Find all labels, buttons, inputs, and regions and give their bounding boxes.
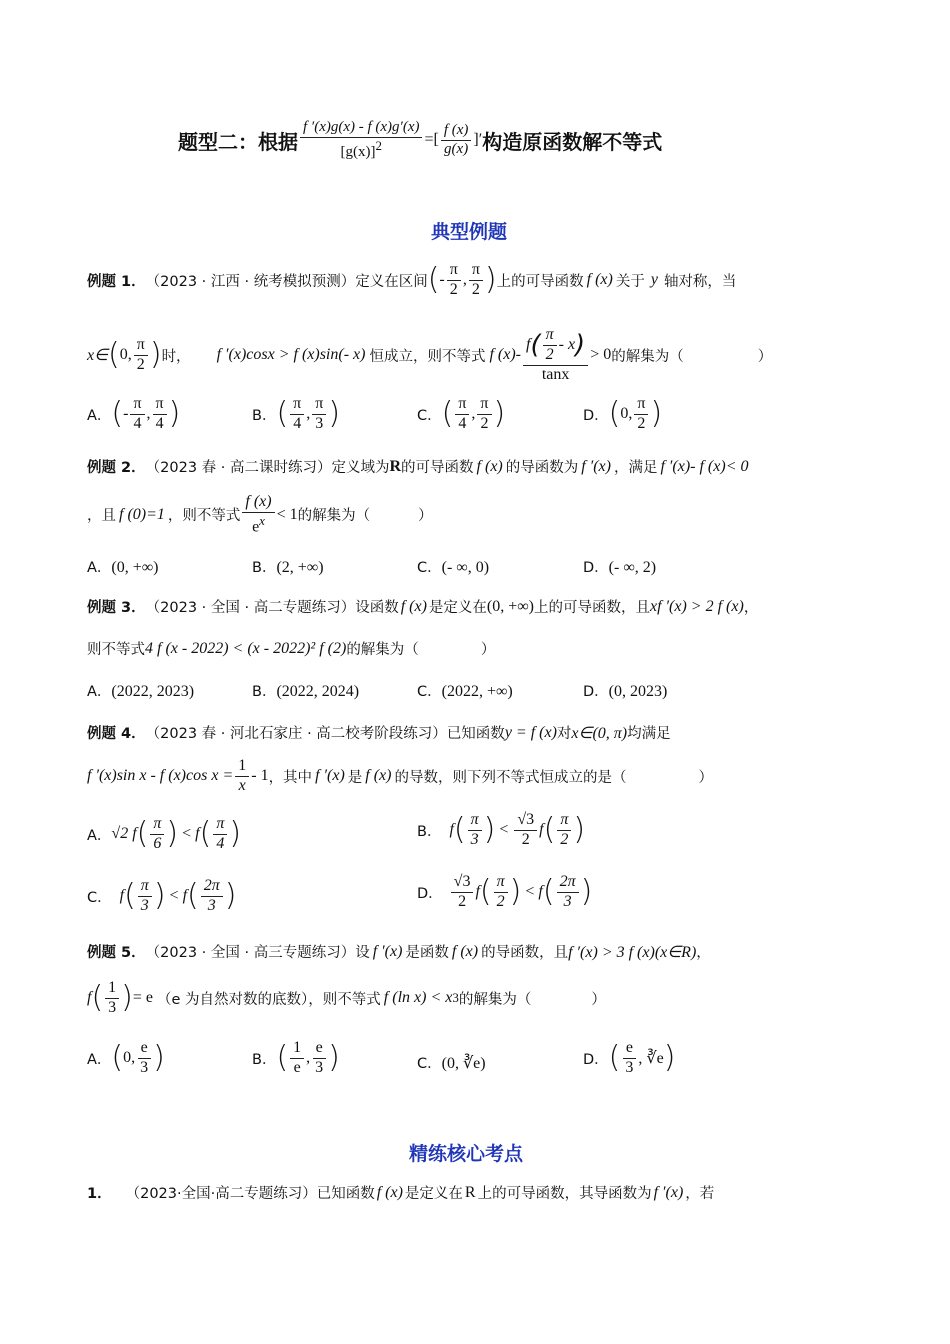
example-5-option-b[interactable]: B． ( $\frac{1}{e}$ , $\frac{e}{3}$ ) <box>252 1039 340 1076</box>
example-2-line-1: 例题 2． （2023 春 · 高二课时练习） 定义域为 R 的可导函数 f (x) 的导函数为 f ′(x) ，满足 f ′(x)- f (x)< 0 <box>87 457 749 476</box>
example-3-option-b[interactable]: B．(2022, 2024) <box>252 683 360 700</box>
example-5-line-1: 例题 5． （2023 · 全国 · 高三专题练习） 设 f ′(x) 是函数 f (x) 的导函数，且 f ′(x) > 3 f (x)(x∈R) ， <box>87 942 711 961</box>
example-3-option-d[interactable]: D．(0, 2023) <box>583 683 668 700</box>
example-4-option-d[interactable]: D． $\frac{√3}{2}$ f ( $\frac{\pi}{2}$ ) < f ( $\frac{2\pi}{3}$ ) <box>417 873 593 910</box>
example-5-option-a[interactable]: A． ( 0, $\frac{e}{3}$ ) <box>87 1039 165 1076</box>
example-1-line-2: x∈ ( 0, $\frac{\pi}{2}$ ) 时， f ′(x)cosx > f (x)sin(- x) 恒成立，则不等式 f (x)- f ( $\frac{\pi}{2}$ - x ) tanx > 0 的解集为（ ） <box>87 326 773 383</box>
example-5-line-2: f ( $\frac{1}{3}$ ) = e （e 为自然对数的底数），则不等式 f (ln x) < x 3 的解集为（ ） <box>87 979 606 1016</box>
title-prefix: 题型二：根据 <box>178 129 298 154</box>
example-2-line-2: ，且 f (0)=1 ，则不等式 $\frac{f (x)}{e^x}$ < 1 的解集为（ ） <box>87 493 433 536</box>
page-title: 题型二：根据 $\frac{f '(x)g(x) - f (x)g'(x)}{[g(x)]^2}$ =[ $\frac{f (x)}{g(x)}$ ]′ 构造原函数解不等式 <box>178 119 663 160</box>
example-3-line-1: 例题 3． （2023 · 全国 · 高二专题练习） 设函数 f (x) 是定义在 (0, +∞) 上的可导函数，且 xf ′(x) > 2 f (x) ， <box>87 597 759 616</box>
example-2-option-c[interactable]: C．(- ∞, 0) <box>417 559 490 576</box>
practice-1-line-1: 1． （2023·全国·高二专题练习） 已知函数 f (x) 是定义在 R 上的可导函数，其导函数为 f ′(x) ，若 <box>87 1183 715 1202</box>
example-1-option-b[interactable]: B． ( $\frac{\pi}{4}$ , $\frac{\pi}{3}$ ) <box>252 395 341 432</box>
title-suffix: 构造原函数解不等式 <box>482 129 663 154</box>
example-4-line-2: f ′(x)sin x - f (x)cos x = $\frac{1}{x}$ - 1 ，其中 f ′(x) 是 f (x) 的导数，则下列不等式恒成立的是（ ） <box>87 757 713 794</box>
title-fraction-1: $\frac{f '(x)g(x) - f (x)g'(x)}{[g(x)]^2}$ <box>300 120 422 161</box>
example-2-option-a[interactable]: A．(0, +∞) <box>87 559 159 576</box>
example-5-option-c[interactable]: C．(0, ∛e) <box>417 1055 486 1072</box>
example-3-option-c[interactable]: C．(2022, +∞) <box>417 683 513 700</box>
example-4-option-c[interactable]: C． f ( $\frac{\pi}{3}$ ) < f ( $\frac{2\pi}{3}$ ) <box>87 877 237 914</box>
example-4-line-1: 例题 4． （2023 春 · 河北石家庄 · 高二校考阶段练习） 已知函数 y = f (x) 对 x∈(0, π) 均满足 <box>87 723 671 742</box>
example-1-option-c[interactable]: C． ( $\frac{\pi}{4}$ , $\frac{\pi}{2}$ ) <box>417 395 506 432</box>
example-5-option-d[interactable]: D． ( $\frac{e}{3}$ , ∛e ) <box>583 1039 676 1076</box>
example-3-line-2: 则不等式 4 f (x - 2022) < (x - 2022)² f (2) 的解集为（ ） <box>87 639 496 658</box>
example-2-option-d[interactable]: D．(- ∞, 2) <box>583 559 657 576</box>
example-4-option-b[interactable]: B． f ( $\frac{\pi}{3}$ ) < $\frac{√3}{2}$ f ( $\frac{\pi}{2}$ ) <box>417 811 586 848</box>
example-2-option-b[interactable]: B．(2, +∞) <box>252 559 324 576</box>
example-3-option-a[interactable]: A．(2022, 2023) <box>87 683 195 700</box>
section-heading-examples: 典型例题 <box>431 221 508 243</box>
example-4-option-a[interactable]: A． √2 f ( $\frac{\pi}{6}$ ) < f ( $\frac{\pi}{4}$ ) <box>87 815 242 852</box>
example-1-option-a[interactable]: A． ( - $\frac{\pi}{4}$ , $\frac{\pi}{4}$ ) <box>87 395 181 432</box>
example-1-line-1: 例题 1． （2023 · 江西 · 统考模拟预测） 定义在区间 ( - $\frac{\pi}{2}$ , $\frac{\pi}{2}$ ) 上的可导函数 f (x) 关于 y 轴对称，当 <box>87 261 737 298</box>
section-heading-practice: 精练核心考点 <box>409 1143 524 1165</box>
title-fraction-2: $\frac{f (x)}{g(x)}$ <box>441 123 472 158</box>
example-1-option-d[interactable]: D． ( 0, $\frac{\pi}{2}$ ) <box>583 395 663 432</box>
